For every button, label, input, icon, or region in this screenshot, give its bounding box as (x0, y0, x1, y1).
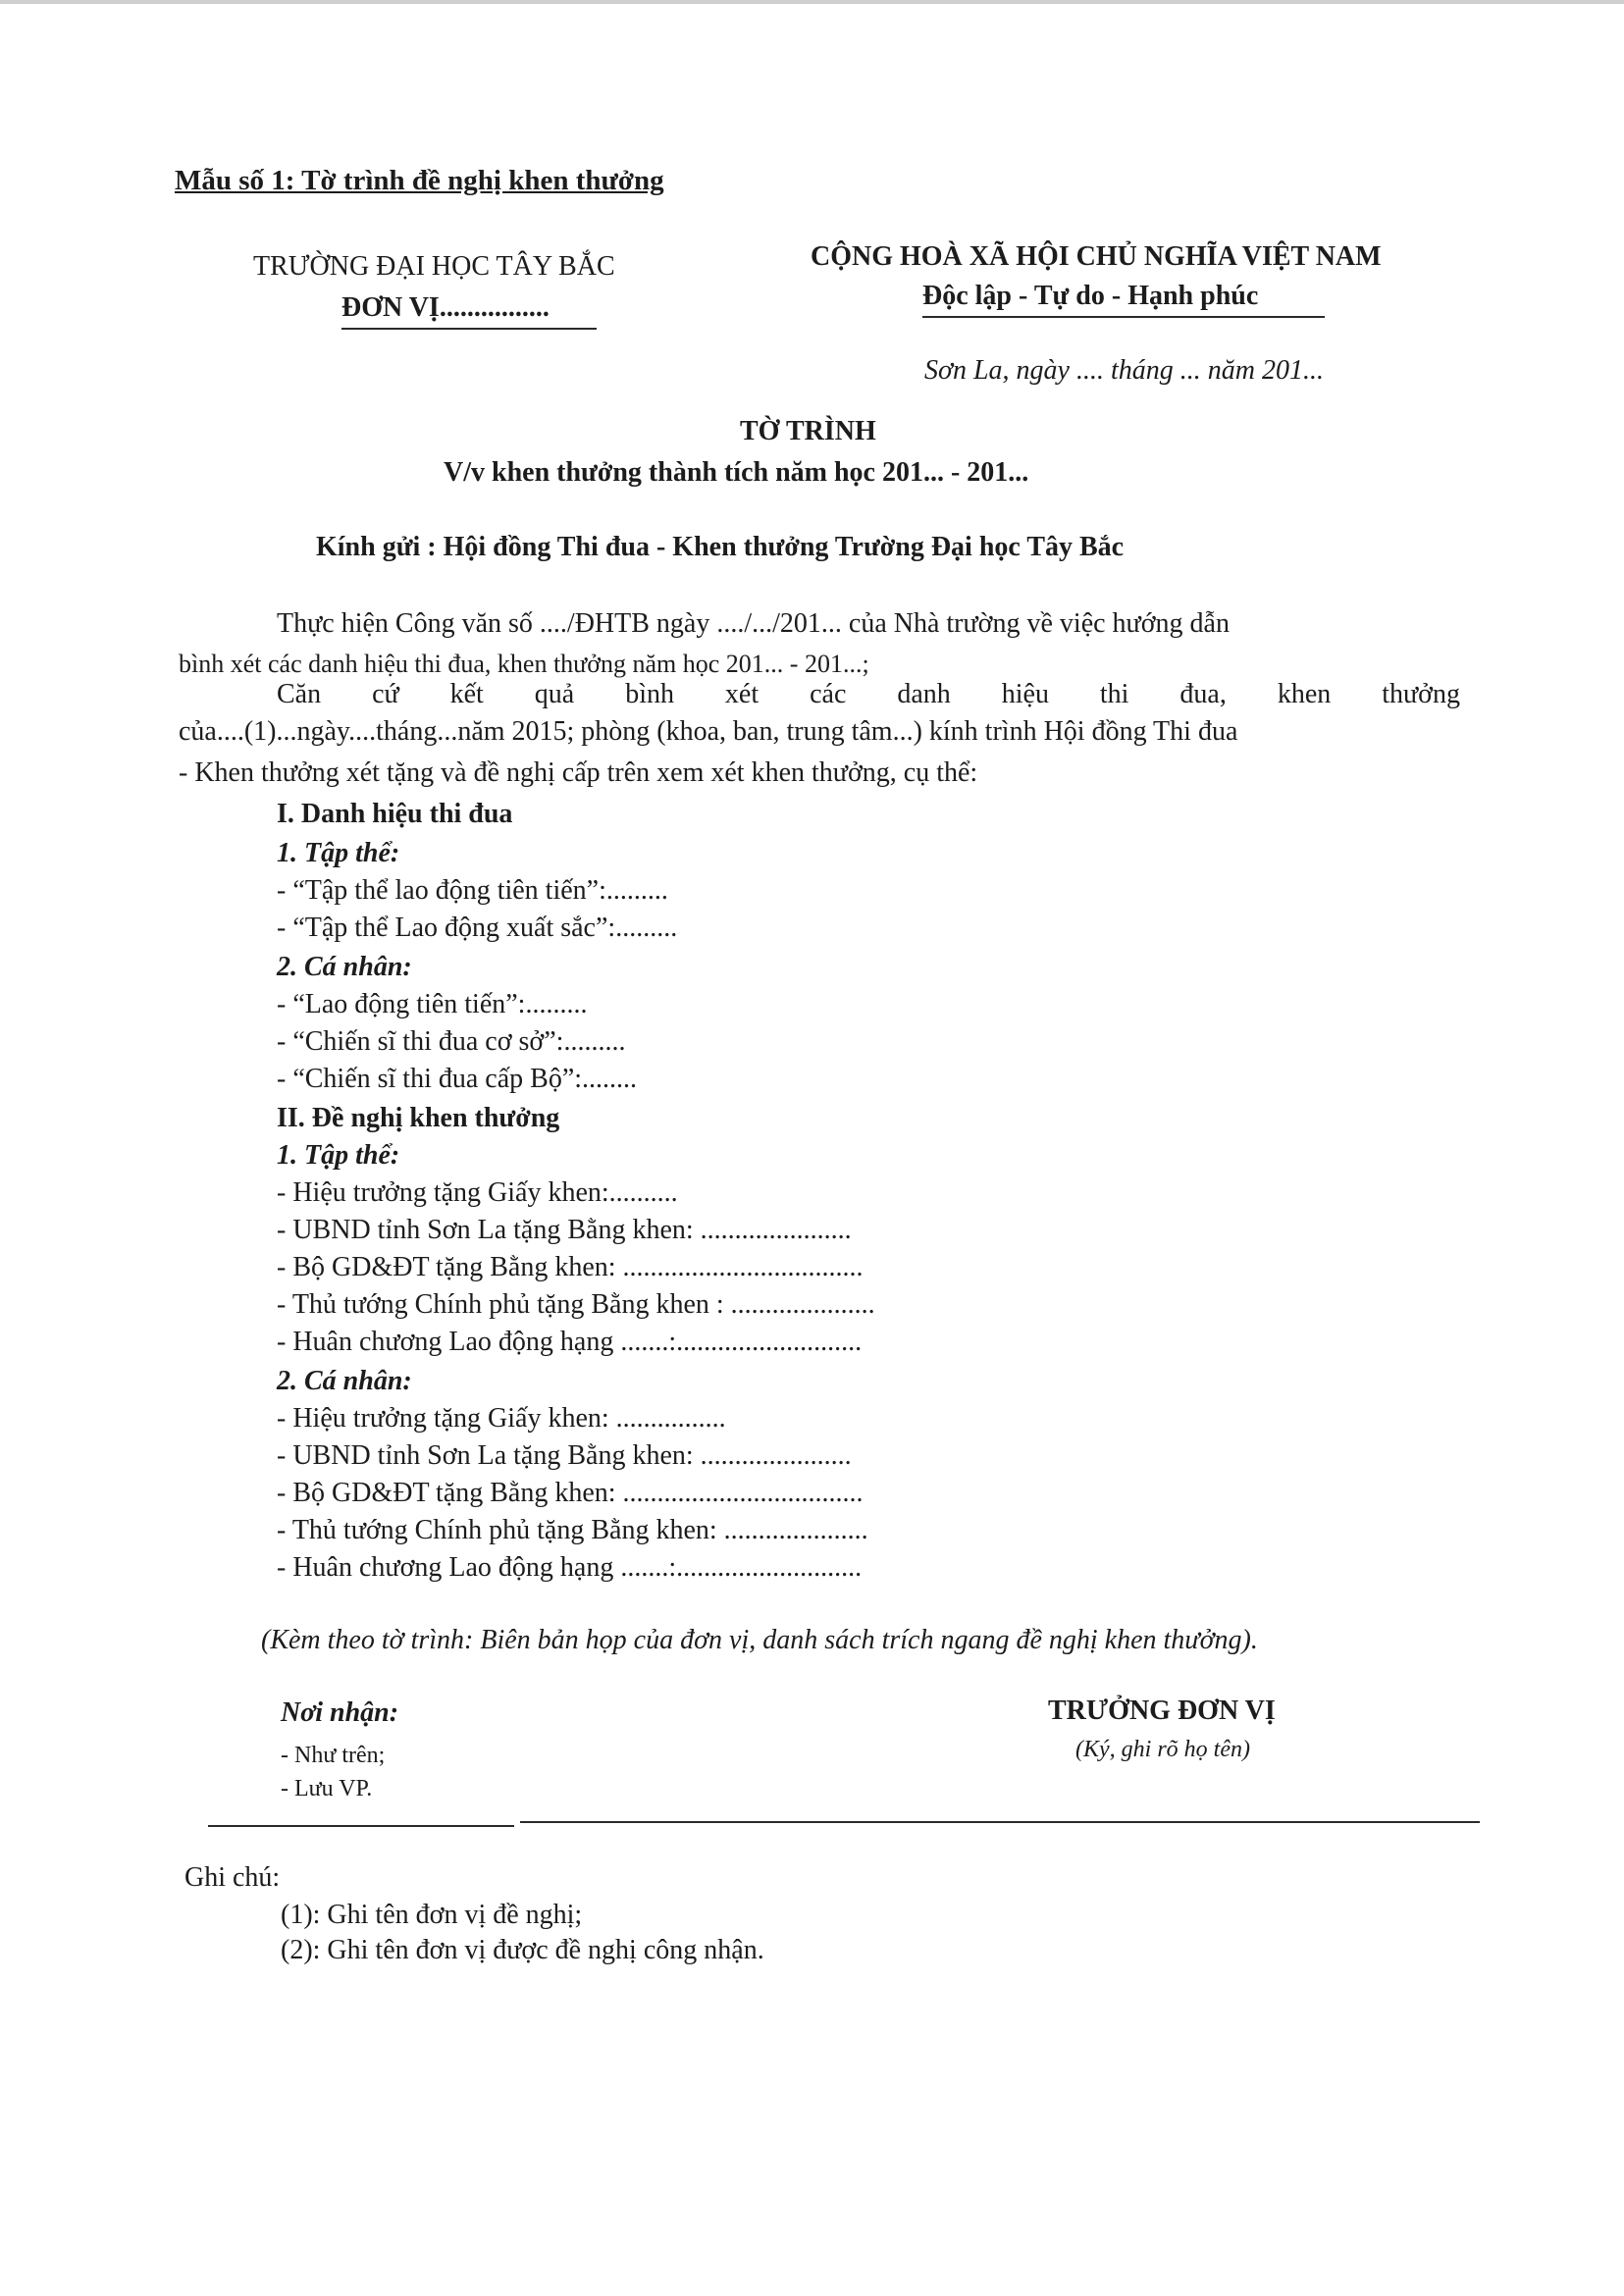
list-item: - “Chiến sĩ thi đua cấp Bộ”:........ (277, 1064, 638, 1094)
list-item: - UBND tỉnh Sơn La tặng Bằng khen: ...................... (277, 1440, 852, 1471)
recipient-item: - Như trên; (281, 1743, 386, 1768)
footer-rule-right (520, 1821, 1480, 1823)
attachment-note: (Kèm theo tờ trình: Biên bản họp của đơn vị, danh sách trích ngang đề nghị khen thưởng). (261, 1625, 1258, 1655)
note-item: (2): Ghi tên đơn vị được đề nghị công nhận. (281, 1935, 764, 1965)
list-item: - Bộ GD&ĐT tặng Bằng khen: ................................... (277, 1478, 864, 1508)
list-item: - Huân chương Lao động hạng .......:........................... (277, 1327, 863, 1357)
list-item: - Thủ tướng Chính phủ tặng Bằng khen: ..................... (277, 1515, 868, 1545)
intro-p2-line2: của....(1)...ngày....tháng...năm 2015; phòng (khoa, ban, trung tâm...) kính trình Hội đồng Thi đua (179, 716, 1238, 747)
signature-hint: (Ký, ghi rõ họ tên) (1075, 1737, 1250, 1762)
section1-heading: I. Danh hiệu thi đua (277, 799, 513, 829)
section1-collective-heading: 1. Tập thể: (277, 838, 400, 868)
addressee: Kính gửi : Hội đồng Thi đua - Khen thưởng Trường Đại học Tây Bắc (316, 532, 1125, 562)
doc-title: TỜ TRÌNH (740, 416, 876, 446)
header-motto: Độc lập - Tự do - Hạnh phúc (922, 281, 1259, 311)
list-item: - “Tập thể Lao động xuất sắc”:......... (277, 913, 678, 943)
list-item: - “Lao động tiên tiến”:......... (277, 989, 588, 1019)
footer-rule-left (208, 1825, 514, 1827)
section2-heading: II. Đề nghị khen thưởng (277, 1103, 560, 1133)
justified-word: hiệu (1001, 679, 1049, 709)
intro-p2-line1 (277, 679, 1460, 710)
list-item: - Thủ tướng Chính phủ tặng Bằng khen : ..................... (277, 1289, 875, 1320)
justified-word: danh (897, 679, 951, 709)
header-unit: ĐƠN VỊ................ (341, 292, 550, 323)
justified-word: các (810, 679, 847, 709)
justified-word: đua, (1179, 679, 1227, 709)
date-line: Sơn La, ngày .... tháng ... năm 201... (924, 355, 1324, 386)
header-country: CỘNG HOÀ XÃ HỘI CHỦ NGHĨA VIỆT NAM (811, 241, 1382, 272)
justified-word: khen (1277, 679, 1332, 709)
intro-p1-line2: bình xét các danh hiệu thi đua, khen thưởng năm học 201... - 201...; (179, 650, 869, 678)
justified-word: quả (534, 679, 575, 709)
list-item: - “Chiến sĩ thi đua cơ sở”:......... (277, 1026, 626, 1057)
header-org: TRƯỜNG ĐẠI HỌC TÂY BẮC (253, 251, 615, 282)
note-item: (1): Ghi tên đơn vị đề nghị; (281, 1900, 583, 1930)
header-motto-underline (922, 316, 1325, 318)
intro-p2-line3: - Khen thưởng xét tặng và đề nghị cấp trên xem xét khen thưởng, cụ thể: (179, 757, 978, 788)
list-item: - UBND tỉnh Sơn La tặng Bằng khen: ...................... (277, 1215, 852, 1245)
justified-word: thưởng (1382, 679, 1460, 709)
justified-word: cứ (372, 679, 399, 709)
list-item: - Hiệu trưởng tặng Giấy khen:.......... (277, 1177, 678, 1208)
section2-individual-heading: 2. Cá nhân: (277, 1366, 412, 1396)
justified-word: thi (1099, 679, 1129, 709)
recipient-item: - Lưu VP. (281, 1776, 373, 1801)
signature-title: TRƯỞNG ĐƠN VỊ (1048, 1696, 1276, 1726)
justified-word: Căn (277, 679, 322, 709)
doc-subtitle: V/v khen thưởng thành tích năm học 201... - 201... (444, 457, 1029, 488)
justified-word: kết (449, 679, 484, 709)
scan-edge (0, 0, 1624, 4)
form-label: Mẫu số 1: Tờ trình đề nghị khen thưởng (175, 165, 664, 196)
notes-heading: Ghi chú: (184, 1862, 281, 1893)
list-item: - Huân chương Lao động hạng .......:........................... (277, 1552, 863, 1583)
justified-word: xét (724, 679, 760, 709)
header-unit-underline (341, 328, 597, 330)
list-item: - Hiệu trưởng tặng Giấy khen: ................ (277, 1403, 726, 1434)
section2-collective-heading: 1. Tập thể: (277, 1140, 400, 1171)
justified-word: bình (625, 679, 674, 709)
intro-p1-line1: Thực hiện Công văn số ..../ĐHTB ngày ..../.../201... của Nhà trường về việc hướng dẫn (277, 608, 1230, 639)
list-item: - Bộ GD&ĐT tặng Bằng khen: ................................... (277, 1252, 864, 1282)
recipients-heading: Nơi nhận: (281, 1697, 399, 1728)
section1-individual-heading: 2. Cá nhân: (277, 952, 412, 982)
list-item: - “Tập thể lao động tiên tiến”:......... (277, 875, 668, 906)
